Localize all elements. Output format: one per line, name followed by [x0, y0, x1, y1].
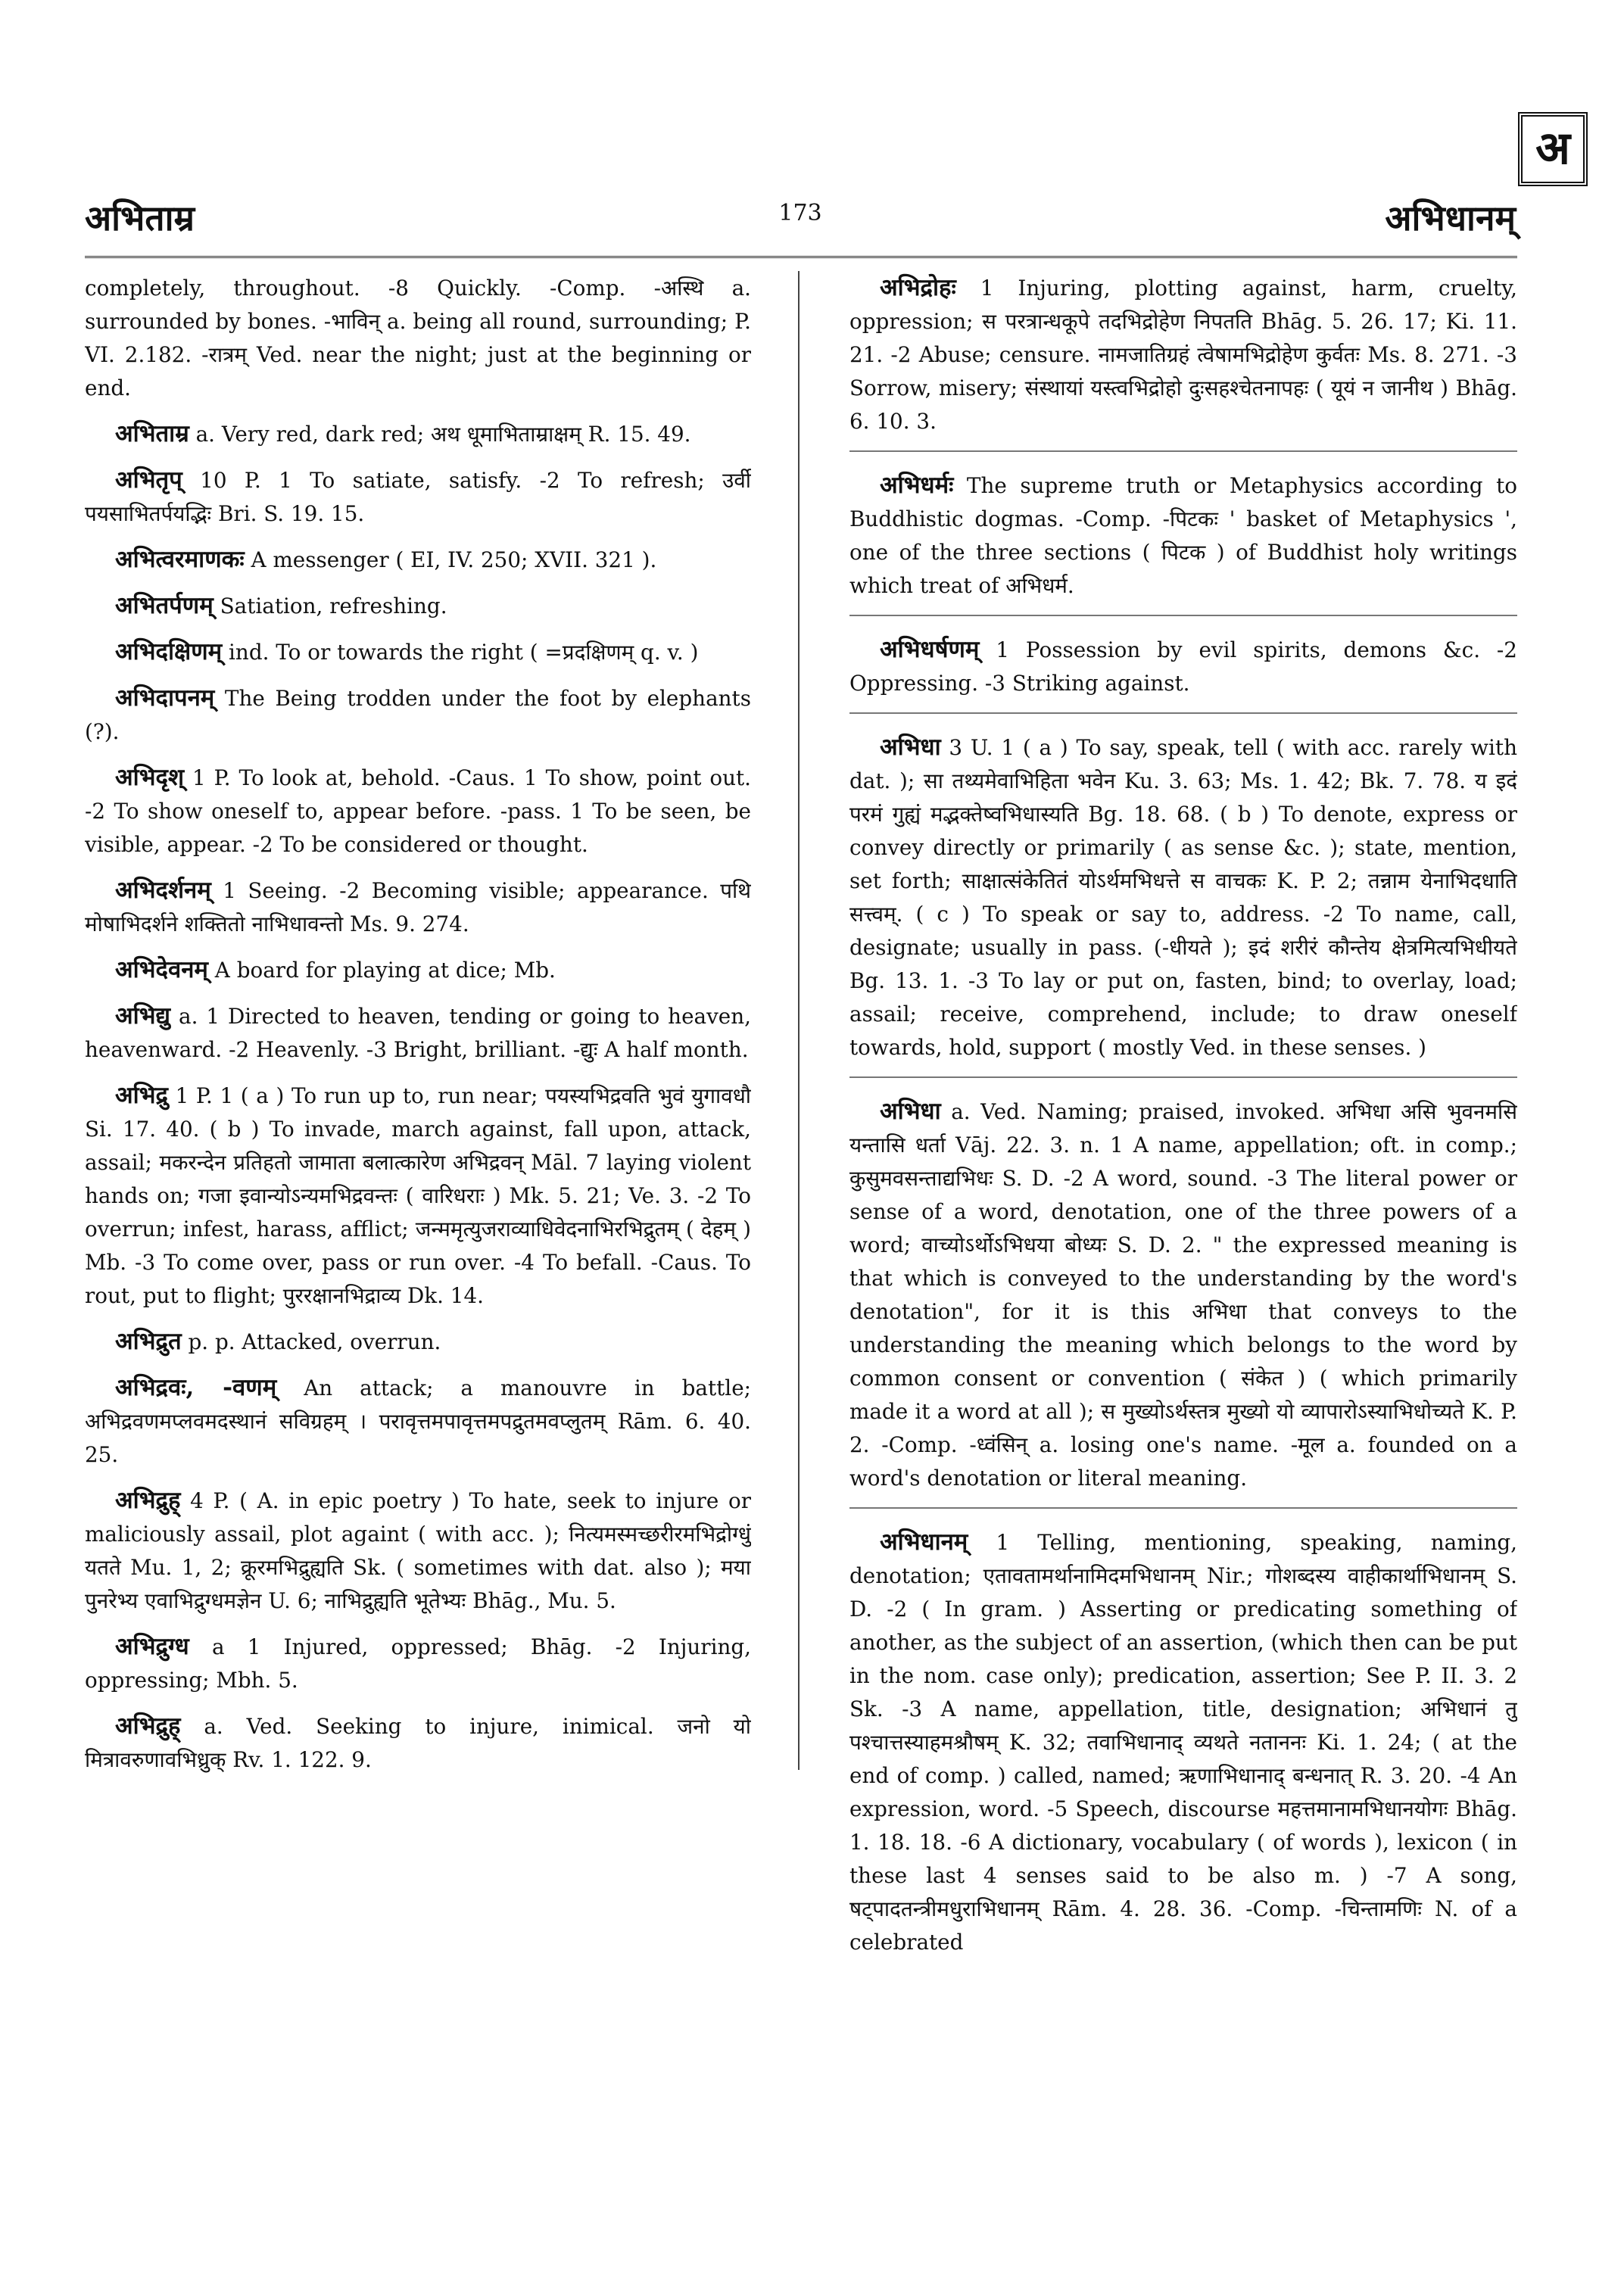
thumb-index-letter: अ: [1518, 112, 1588, 186]
entry-headword: अभिद्रुह्: [115, 1487, 181, 1514]
entry-text: p. p. Attacked, overrun.: [188, 1329, 441, 1354]
dictionary-entry: [85, 543, 751, 577]
left-column: [85, 271, 751, 2224]
entry-headword: अभिधानम्: [880, 1528, 968, 1556]
entry-headword: अभिद्रुह्: [115, 1712, 181, 1740]
entry-separator: [849, 1076, 1517, 1078]
entry-text: 1 Possession by evil spirits, demons &c. -2 Oppressing. -3 Striking against.: [849, 637, 1517, 696]
dictionary-entry: [849, 469, 1517, 603]
entry-headword: अभिधर्षणम्: [880, 636, 980, 663]
dictionary-entry: [85, 1630, 751, 1697]
entry-text: Satiation, refreshing.: [220, 594, 447, 618]
left-guide-word: अभिताम्र: [85, 198, 195, 238]
entry-headword: अभितृप्: [115, 466, 182, 494]
entry-headword: अभिद्रोहः: [880, 274, 956, 301]
entry-headword: अभिताम्र: [115, 420, 189, 447]
dictionary-entry: [849, 271, 1517, 438]
dictionary-entry: [849, 1095, 1517, 1495]
entry-headword: अभिधा: [880, 734, 941, 761]
entry-headword: अभिदर्शनम्: [115, 877, 211, 904]
entry-text: 1 P. To look at, behold. -Caus. 1 To show, point out. -2 To show oneself to, appear before. -pass. 1 To be seen, be visible, appear. -2 To be considered or thought.: [85, 765, 751, 857]
dictionary-entry: [85, 953, 751, 987]
entry-text: 1 Seeing. -2 Becoming visible; appearance. पथि मोषाभिदर्शने शक्तितो नाभिधावन्तो Ms. 9. 274.: [85, 878, 751, 936]
entry-headword: अभिद्रुत: [115, 1328, 182, 1355]
entry-headword: अभिद्यु: [115, 1002, 171, 1030]
dictionary-entry: [85, 417, 751, 451]
entry-headword: अभित्वरमाणकः: [115, 546, 245, 573]
entry-text: The Being trodden under the foot by elephants (?).: [85, 686, 751, 744]
dictionary-entry: [849, 731, 1517, 1064]
entry-headword: अभितर्पणम्: [115, 592, 214, 619]
entry-separator: [849, 1507, 1517, 1509]
entry-separator: [849, 712, 1517, 714]
entry-headword: अभिदृश्: [115, 764, 185, 791]
dictionary-entry: [85, 635, 751, 669]
dictionary-entry: [85, 271, 751, 405]
entry-text: A messenger ( EI, IV. 250; XVII. 321 ).: [251, 547, 657, 572]
entry-text: a. 1 Directed to heaven, tending or going to heaven, heavenward. -2 Heavenly. -3 Bright, brilliant. -द्युः A half month.: [85, 1004, 751, 1062]
entry-text: a. Ved. Seeking to injure, inimical. जनो यो मित्रावरुणावभिध्रुक् Rv. 1. 122. 9.: [85, 1714, 751, 1772]
header-rule: [85, 256, 1517, 258]
entry-text: The supreme truth or Metaphysics according to Buddhistic dogmas. -Comp. -पिटकः ' basket of Metaphysics ', one of the three sections ( पिटक ) of Buddhist holy writings which treat of अभिधर्म.: [849, 473, 1517, 598]
right-column: [849, 271, 1517, 2224]
dictionary-entry: [85, 1325, 751, 1359]
dictionary-entry: [85, 681, 751, 749]
entry-text: An attack; a manouvre in battle; अभिद्रवणमप्लवमदस्थानं सविग्रहम् । परावृत्तमपावृत्तमपद्रुतमवप्लुतम् Rām. 6. 40. 25.: [85, 1375, 751, 1467]
entry-text: 1 Injuring, plotting against, harm, cruelty, oppression; स परत्रान्धकूपे तदभिद्रोहेण निपतति Bhāg. 5. 26. 17; Ki. 11. 21. -2 Abuse; censure. नामजातिग्रहं त्वेषामभिद्रोहेण कुर्वतः Ms. 8. 271. -3 Sorrow, misery; संस्थायां यस्त्वभिद्रोहो दुःसहश्चेतनापहः ( यूयं न जानीथ ) Bhāg. 6. 10. 3.: [849, 276, 1517, 434]
entry-text: 1 P. 1 ( a ) To run up to, run near; पयस्यभिद्रवति भुवं युगावधौ Si. 17. 40. ( b ) To invade, march against, fall upon, attack, assail; मकरन्देन प्रतिहतो जामाता बलात्कारेण अभिद्रवन् Māl. 7 laying violent hands on; गजा इवान्योऽन्यमभिद्रवन्तः ( वारिधराः ) Mk. 5. 21; Ve. 3. -2 To overrun; infest, harass, afflict; जन्ममृत्युजराव्याधिवेदनाभिरभिद्रुतम् ( देहम् ) Mb. -3 To come over, pass or run over. -4 To befall. -Caus. To rout, put to flight; पुररक्षानभिद्राव्य Dk. 14.: [85, 1083, 751, 1308]
entry-headword: अभिद्रु: [115, 1082, 168, 1109]
column-divider: [798, 271, 800, 1770]
entry-headword: अभिद्रुग्ध: [115, 1633, 189, 1660]
dictionary-entry: [85, 874, 751, 941]
entry-separator: [849, 450, 1517, 452]
entry-separator: [849, 615, 1517, 616]
entry-headword: अभिदापनम्: [115, 684, 215, 712]
dictionary-entry: [85, 999, 751, 1067]
page-header: [85, 188, 1516, 256]
entry-text: 10 P. 1 To satiate, satisfy. -2 To refresh; उर्वी पयसाभितर्पयद्भिः Bri. S. 19. 15.: [85, 468, 751, 526]
entry-headword: अभिदेवनम्: [115, 956, 208, 983]
entry-headword: अभिधर्मः: [880, 472, 954, 499]
entry-headword: अभिदक्षिणम्: [115, 638, 223, 665]
right-guide-word: अभिधानम्: [1385, 198, 1516, 238]
dictionary-entry: [85, 463, 751, 531]
entry-text: a. Ved. Naming; praised, invoked. अभिधा असि भुवनमसि यन्तासि धर्ता Vāj. 22. 3. n. 1 A name, appellation; oft. in comp.; कुसुमवसन्ताद्यभिधः S. D. -2 A word, sound. -3 The literal power or sense of a word, denotation, one of the three powers of a word; वाच्योऽर्थोऽभिधया बोध्यः S. D. 2. " the expressed meaning is that which is conveyed to the understanding by the word's denotation", for it is this अभिधा that conveys to the understanding the meaning which belongs to the word by common consent or convention ( संकेत ) ( which primarily made it a word at all ); स मुख्योऽर्थस्तत्र मुख्यो यो व्यापारोऽस्याभिधोच्यते K. P. 2. -Comp. -ध्वंसिन् a. losing one's name. -मूल a. founded on a word's denotation or literal meaning.: [849, 1099, 1517, 1491]
entry-headword: अभिद्रवः, -वणम्: [115, 1374, 277, 1401]
dictionary-entry: [85, 1371, 751, 1472]
entry-text: a 1 Injured, oppressed; Bhāg. -2 Injuring, oppressing; Mbh. 5.: [85, 1634, 751, 1693]
dictionary-entry: [849, 633, 1517, 700]
dictionary-entry: [849, 1525, 1517, 1959]
entry-text: ind. To or towards the right ( =प्रदक्षिणम् q. v. ): [229, 640, 699, 665]
entry-text: A board for playing at dice; Mb.: [214, 958, 556, 983]
entry-text: 3 U. 1 ( a ) To say, speak, tell ( with acc. rarely with dat. ); सा तथ्यमेवाभिहिता भवेन Ku. 3. 63; Ms. 1. 42; Bk. 7. 78. य इदं परमं गुह्यं मद्भक्तेष्वभिधास्यति Bg. 18. 68. ( b ) To denote, express or convey directly or primarily ( as sense &c. ); state, mention, set forth; साक्षात्संकेतितं योऽर्थमभिधत्ते स वाचकः K. P. 2; तन्नाम येनाभिदधाति सत्त्वम्. ( c ) To speak or say to, address. -2 To name, call, designate; usually in pass. (-धीयते ); इदं शरीरं कौन्तेय क्षेत्रमित्यभिधीयते Bg. 13. 1. -3 To lay or put on, fasten, bind; to overlay, load; assail; receive, comprehend, include; to draw oneself towards, hold, support ( mostly Ved. in these senses. ): [849, 735, 1517, 1060]
dictionary-entry: [85, 1484, 751, 1618]
entry-text: a. Very red, dark red; अथ धूमाभिताम्राक्षम् R. 15. 49.: [195, 422, 691, 447]
entry-headword: अभिधा: [880, 1098, 941, 1125]
page-number: 173: [778, 200, 822, 226]
dictionary-entry: [85, 1709, 751, 1777]
dictionary-entry: [85, 761, 751, 861]
dictionary-entry: [85, 1079, 751, 1313]
entry-text: completely, throughout. -8 Quickly. -Comp. -अस्थि a. surrounded by bones. -भाविन् a. being all round, surrounding; P. VI. 2.182. -रात्रम् Ved. near the night; just at the beginning or end.: [85, 276, 751, 400]
dictionary-entry: [85, 589, 751, 623]
entry-text: 1 Telling, mentioning, speaking, naming, denotation; एतावतामर्थानामिदमभिधानम् Nir.; गोशब्दस्य वाहीकार्थाभिधानम् S. D. -2 ( In gram. ) Asserting or predicating something of another, as the subject of an assertion, (which then can be put in the nom. case only); predication, assertion; See P. II. 3. 2 Sk. -3 A name, appellation, title, designation; अभिधानं तु पश्चात्तस्याहमश्रौषम् K. 32; तवाभिधानाद् व्यथते नताननः Ki. 1. 24; ( at the end of comp. ) called, named; ऋणाभिधानाद् बन्धनात् R. 3. 20. -4 An expression, word. -5 Speech, discourse महत्तमानामभिधानयोगः Bhāg. 1. 18. 18. -6 A dictionary, vocabulary ( of words ), lexicon ( in these last 4 senses said to be also m. ) -7 A song, षट्पादतन्त्रीमधुराभिधानम् Rām. 4. 28. 36. -Comp. -चिन्तामणिः N. of a celebrated: [849, 1530, 1517, 1955]
entry-text: 4 P. ( A. in epic poetry ) To hate, seek to injure or maliciously assail, plot againt ( with acc. ); नित्यमस्मच्छरीरमभिद्रोग्धुं यतते Mu. 1, 2; क्रूरमभिद्रुह्यति Sk. ( sometimes with dat. also ); मया पुनरेभ्य एवाभिद्रुग्धमज्ञेन U. 6; नाभिद्रुह्यति भूतेभ्यः Bhāg., Mu. 5.: [85, 1488, 751, 1613]
